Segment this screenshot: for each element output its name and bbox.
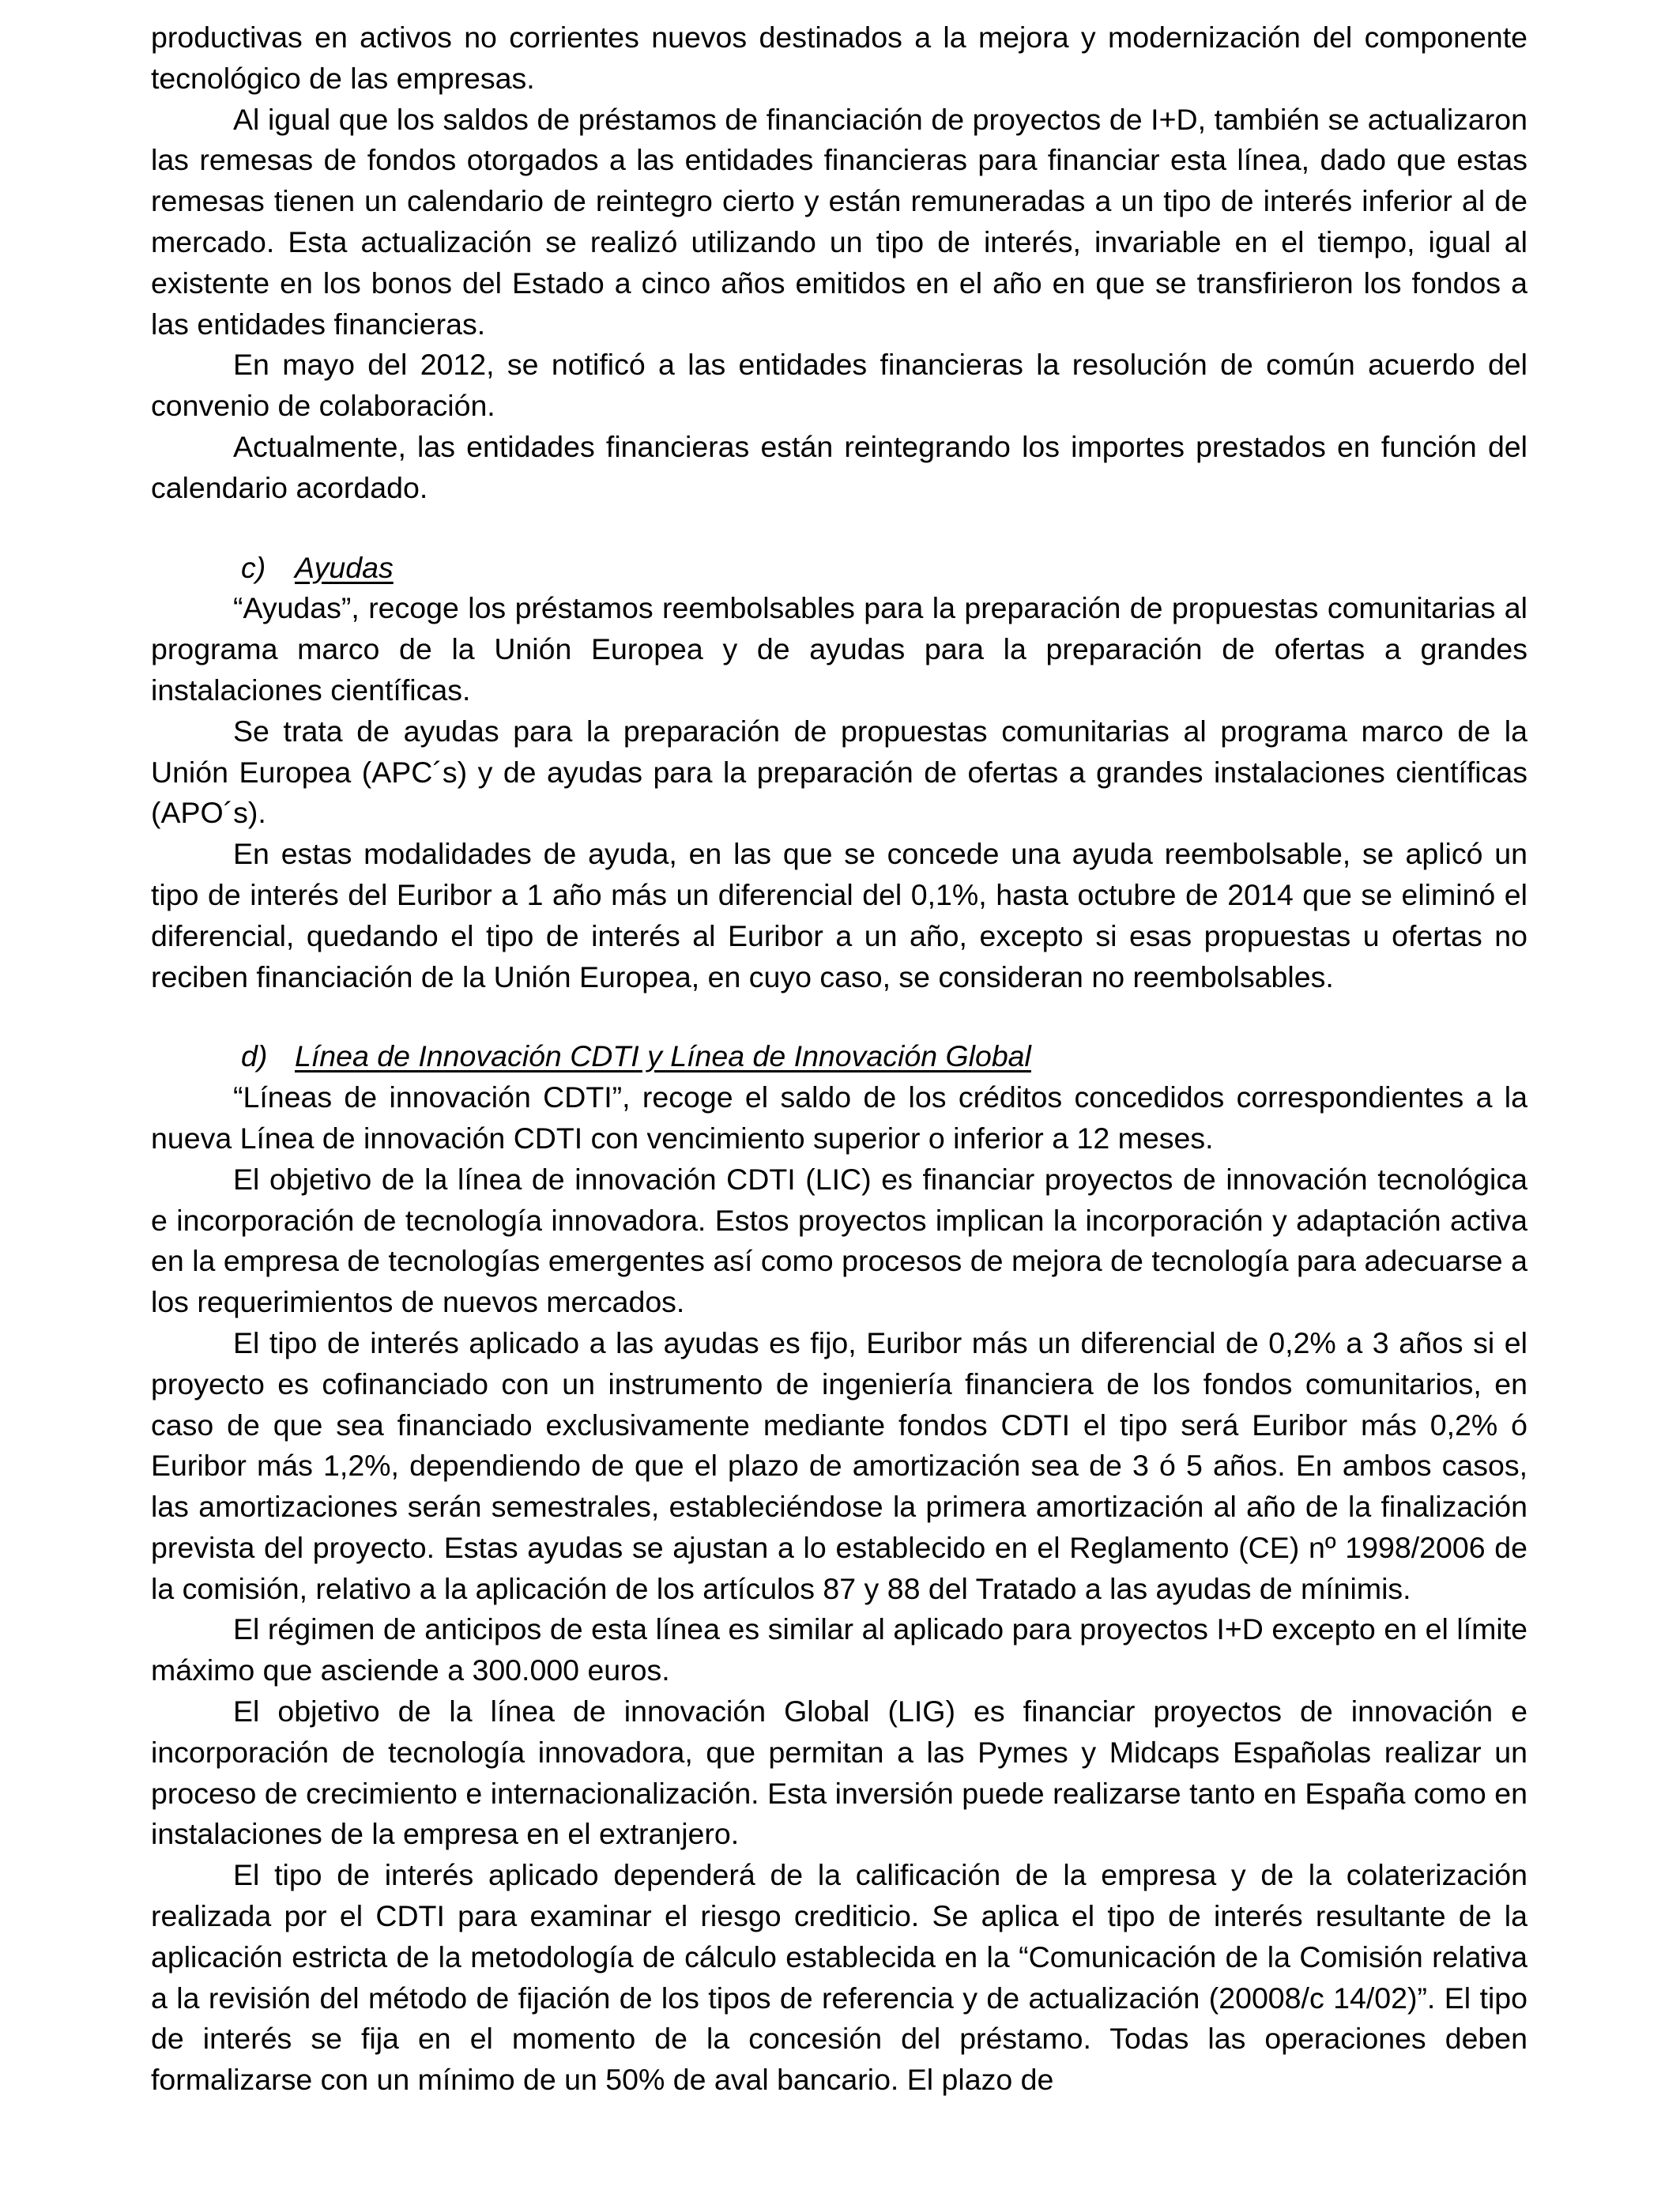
intro-paragraph-reintegro: Actualmente, las entidades financieras están reintegrando los importes prestados en función del calendario acordado. — [151, 429, 1527, 504]
section-d-paragraph: El objetivo de la línea de innovación Global (LIG) es financiar proyectos de innovación e incorporación de tecnología innovadora, que permitan a las Pymes y Midcaps Españolas realizar un proceso de crecimiento e internacionalización. Esta inversión puede realizarse tanto en España como en instalaciones de la empresa en el extranjero. — [151, 1695, 1527, 1851]
section-d-paragraph: El tipo de interés aplicado a las ayudas es fijo, Euribor más un diferencial de 0,2% a 3 años si el proyecto es cofinanciado con un instrumento de ingeniería financiera de los fondos comunitarios, en caso de que sea financiado exclusivamente mediante fondos CDTI el tipo será Euribor más 0,2% ó Euribor más 1,2%, dependiendo de que el plazo de amortización sea de 3 ó 5 años. En ambos casos, las amortizaciones serán semestrales, estableciéndose la primera amortización al año de la finalización prevista del proyecto. Estas ayudas se ajustan a lo establecido en el Reglamento (CE) nº 1998/2006 de la comisión, relativo a la aplicación de los artículos 87 y 88 del Tratado a las ayudas de mínimis. — [151, 1325, 1527, 1605]
section-d-paragraph: El tipo de interés aplicado dependerá de la calificación de la empresa y de la colaterización realizada por el CDTI para examinar el riesgo crediticio. Se aplica el tipo de interés resultante de la aplicación estricta de la metodología de cálculo establecida en la “Comunicación de la Comisión relativa a la revisión del método de fijación de los tipos de referencia y de actualización (20008/c 14/02)”. El tipo de interés se fija en el momento de la concesión del préstamo. Todas las operaciones deben formalizarse con un mínimo de un 50% de aval bancario. El plazo de — [151, 1858, 1527, 2097]
intro-paragraph-continuation: productivas en activos no corrientes nuevos destinados a la mejora y modernización del componente tecnológico de las empresas. — [151, 21, 1527, 95]
section-c-paragraph: En estas modalidades de ayuda, en las que se concede una ayuda reembolsable, se aplicó un tipo de interés del Euribor a 1 año más un diferencial del 0,1%, hasta octubre de 2014 que se eliminó el diferencial, quedando el tipo de interés al Euribor a un año, excepto si esas propuestas u ofertas no reciben financiación de la Unión Europea, en cuyo caso, se consideran no reembolsables. — [151, 837, 1527, 993]
document-page — [151, 17, 1527, 2101]
section-c-paragraph: Se trata de ayudas para la preparación de propuestas comunitarias al programa marco de la Unión Europea (APC´s) y de ayudas para la preparación de ofertas a grandes instalaciones científicas (APO´s). — [151, 714, 1527, 830]
section-c-paragraph: “Ayudas”, recoge los préstamos reembolsables para la preparación de propuestas comunitarias al programa marco de la Unión Europea y de ayudas para la preparación de ofertas a grandes instalaciones científicas. — [151, 591, 1527, 707]
section-d-title: Línea de Innovación CDTI y Línea de Innovación Global — [295, 1039, 1031, 1073]
section-d-paragraph: El régimen de anticipos de esta línea es similar al aplicado para proyectos I+D excepto en el límite máximo que asciende a 300.000 euros. — [151, 1612, 1527, 1687]
section-spacer — [151, 509, 1527, 548]
section-d-label: d) — [241, 1039, 268, 1073]
section-d-paragraph: “Líneas de innovación CDTI”, recoge el saldo de los créditos concedidos correspondientes a la nueva Línea de innovación CDTI con vencimiento superior o inferior a 12 meses. — [151, 1080, 1527, 1155]
section-c-label: c) — [241, 550, 266, 584]
section-c-heading — [151, 548, 1527, 589]
section-c-title: Ayudas — [295, 550, 394, 584]
section-d-paragraph: El objetivo de la línea de innovación CDTI (LIC) es financiar proyectos de innovación tecnológica e incorporación de tecnología innovadora. Estos proyectos implican la incorporación y adaptación activa en la empresa de tecnologías emergentes así como procesos de mejora de tecnología para adecuarse a los requerimientos de nuevos mercados. — [151, 1162, 1527, 1319]
section-spacer — [151, 997, 1527, 1036]
intro-paragraph-mayo-2012: En mayo del 2012, se notificó a las entidades financieras la resolución de común acuerdo del convenio de colaboración. — [151, 348, 1527, 423]
intro-paragraph-remesas: Al igual que los saldos de préstamos de financiación de proyectos de I+D, también se actualizaron las remesas de fondos otorgados a las entidades financieras para financiar esta línea, dado que estas remesas tienen un calendario de reintegro cierto y están remuneradas a un tipo de interés inferior al de mercado. Esta actualización se realizó utilizando un tipo de interés, invariable en el tiempo, igual al existente en los bonos del Estado a cinco años emitidos en el año en que se transfirieron los fondos a las entidades financieras. — [151, 102, 1527, 341]
section-d-heading — [151, 1036, 1527, 1077]
